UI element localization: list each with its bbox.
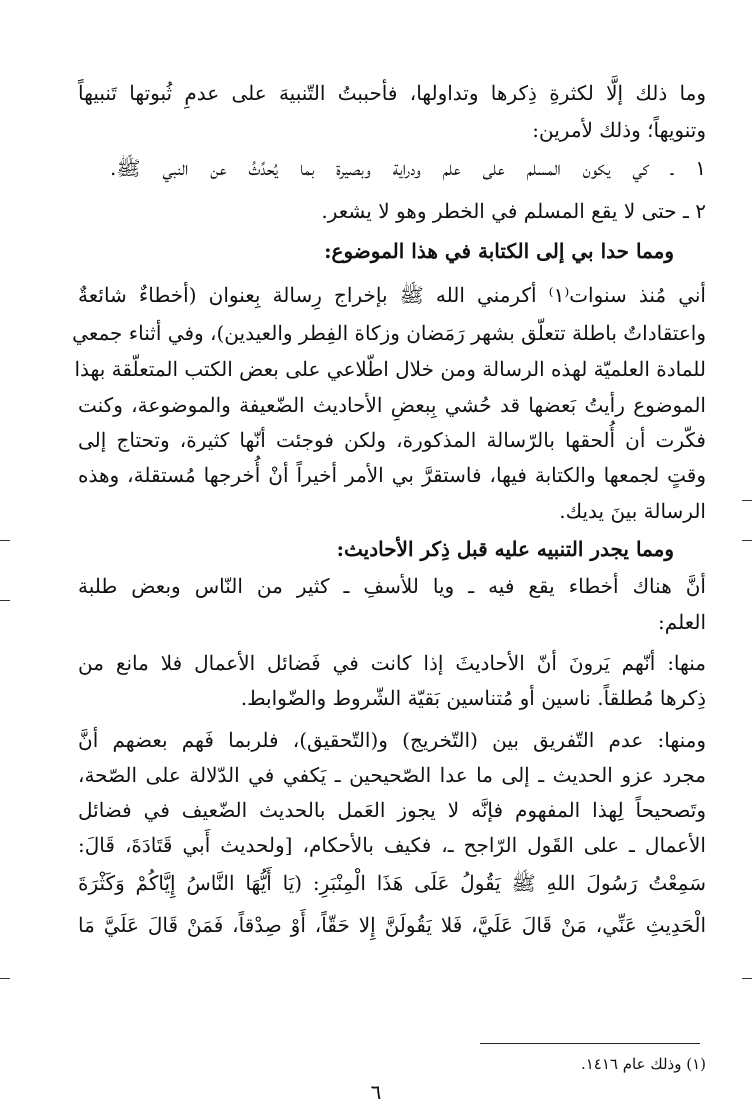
page-number: ٦ [370, 1080, 382, 1104]
body-line: وتَصحيحاً لِهذا المفهوم فإنَّه لا يجوز العَمل بالحديث الضّعيف في فضائل [78, 798, 706, 822]
body-line: مجرد عزو الحديث ـ إلى ما عدا الصّحيحين ـ يَكفي في الدّلالة على الصّحة، [78, 763, 706, 787]
list-item: ٢ ـ حتى لا يقع المسلم في الخطر وهو لا يشعر. [321, 199, 706, 223]
section-heading: ومما حدا بي إلى الكتابة في هذا الموضوع: [324, 239, 674, 263]
footnote-divider [480, 1043, 700, 1044]
body-line: واعتقاداتٌ باطلة تتعلّق بشهر رَمَضان وزكاة الفِطر والعيدين)، وفي أثناء جمعي [72, 321, 706, 345]
margin-mark [742, 978, 752, 979]
margin-mark [0, 540, 10, 541]
body-line: الأعمال ـ على القَول الرّاجح ـ، فكيف بالأحكام، [ولحديث أَبي قَتَادَةَ، قَالَ: [78, 833, 706, 857]
body-line: وما ذلك إلَّا لكثرةِ ذِكرها وتداولها، فأحببتُ التّنبيهَ على عدمِ ثُبوتها تَنبيهاً [78, 81, 706, 105]
list-item: ١ ـ كي يكون المسلم على علم ودراية وبصيرة بما يُحدِّثُ عن النبي ﷺ. [110, 156, 706, 180]
body-line: للمادة العلميّة لهذه الرسالة ومن خلال اطّلاعي على بعض الكتب المتعلّقة بهذا [74, 357, 706, 381]
body-line: ذِكرها مُطلقاً. ناسين أو مُتناسين بَقيّة الشّروط والضّوابط. [240, 686, 706, 710]
body-line: منها: أنّهم يَرونَ أنّ الأحاديثَ إذا كانت في فَضائل الأعمال فلا مانع من [78, 651, 706, 675]
hadith-line: الْحَدِيثِ عَنِّي، مَنْ قَالَ عَلَيَّ، فَلا يَقُولَنَّ إِلا حَقّاً، أَوْ صِدْقاً، فَمَنْ قَالَ عَلَيَّ مَا [78, 913, 706, 937]
body-line: وتنويهاً؛ وذلك لأمرين: [532, 118, 706, 142]
margin-mark [742, 500, 752, 501]
body-line: أني مُنذ سنوات⁽١⁾ أكرمني الله ﷺ بإخراج رِسالة بِعنوان (أخطاءٌ شائعةٌ [78, 283, 706, 307]
body-line: ومنها: عدم التّفريق بين (التّخريج) و(التّحقيق)، فلربما فَهم بعضهم أنَّ [78, 728, 706, 752]
body-line: الموضوع رأيتُ بَعضها قد حُشي بِبعضِ الأحاديث الضّعيفة والموضوعة، وكنت [78, 393, 706, 417]
hadith-line: سَمِعْتُ رَسُولَ اللهِ ﷺ يَقُولُ عَلَى هَذَا الْمِنْبَرِ: (يَا أَيُّهَا النَّاسُ إِيَّاكُمْ وَكَثْرَةَ [78, 871, 706, 895]
margin-mark [0, 600, 10, 601]
margin-mark [742, 540, 752, 541]
body-line: الرسالة بينَ يديك. [559, 499, 706, 523]
margin-mark [0, 978, 10, 979]
section-heading: ومما يجدر التنبيه عليه قبل ذِكر الأحاديث: [336, 537, 674, 561]
body-line: فكّرت أن أُلحقها بالرّسالة المذكورة، ولكن فوجئت أنّها كثيرة، وتحتاج إلى [78, 428, 706, 452]
footnote: (١) وذلك عام ١٤١٦. [580, 1055, 706, 1073]
body-line: أنَّ هناك أخطاء يقع فيه ـ ويا للأسفِ ـ كثير من النّاس وبعض طلبة [78, 574, 706, 598]
body-line: العلم: [658, 610, 706, 634]
body-line: وقتٍ لجمعها والكتابة فيها، فاستقرَّ بي الأمر أخيراً أنْ أُخرجها مُستقلة، وهذه [78, 463, 706, 487]
